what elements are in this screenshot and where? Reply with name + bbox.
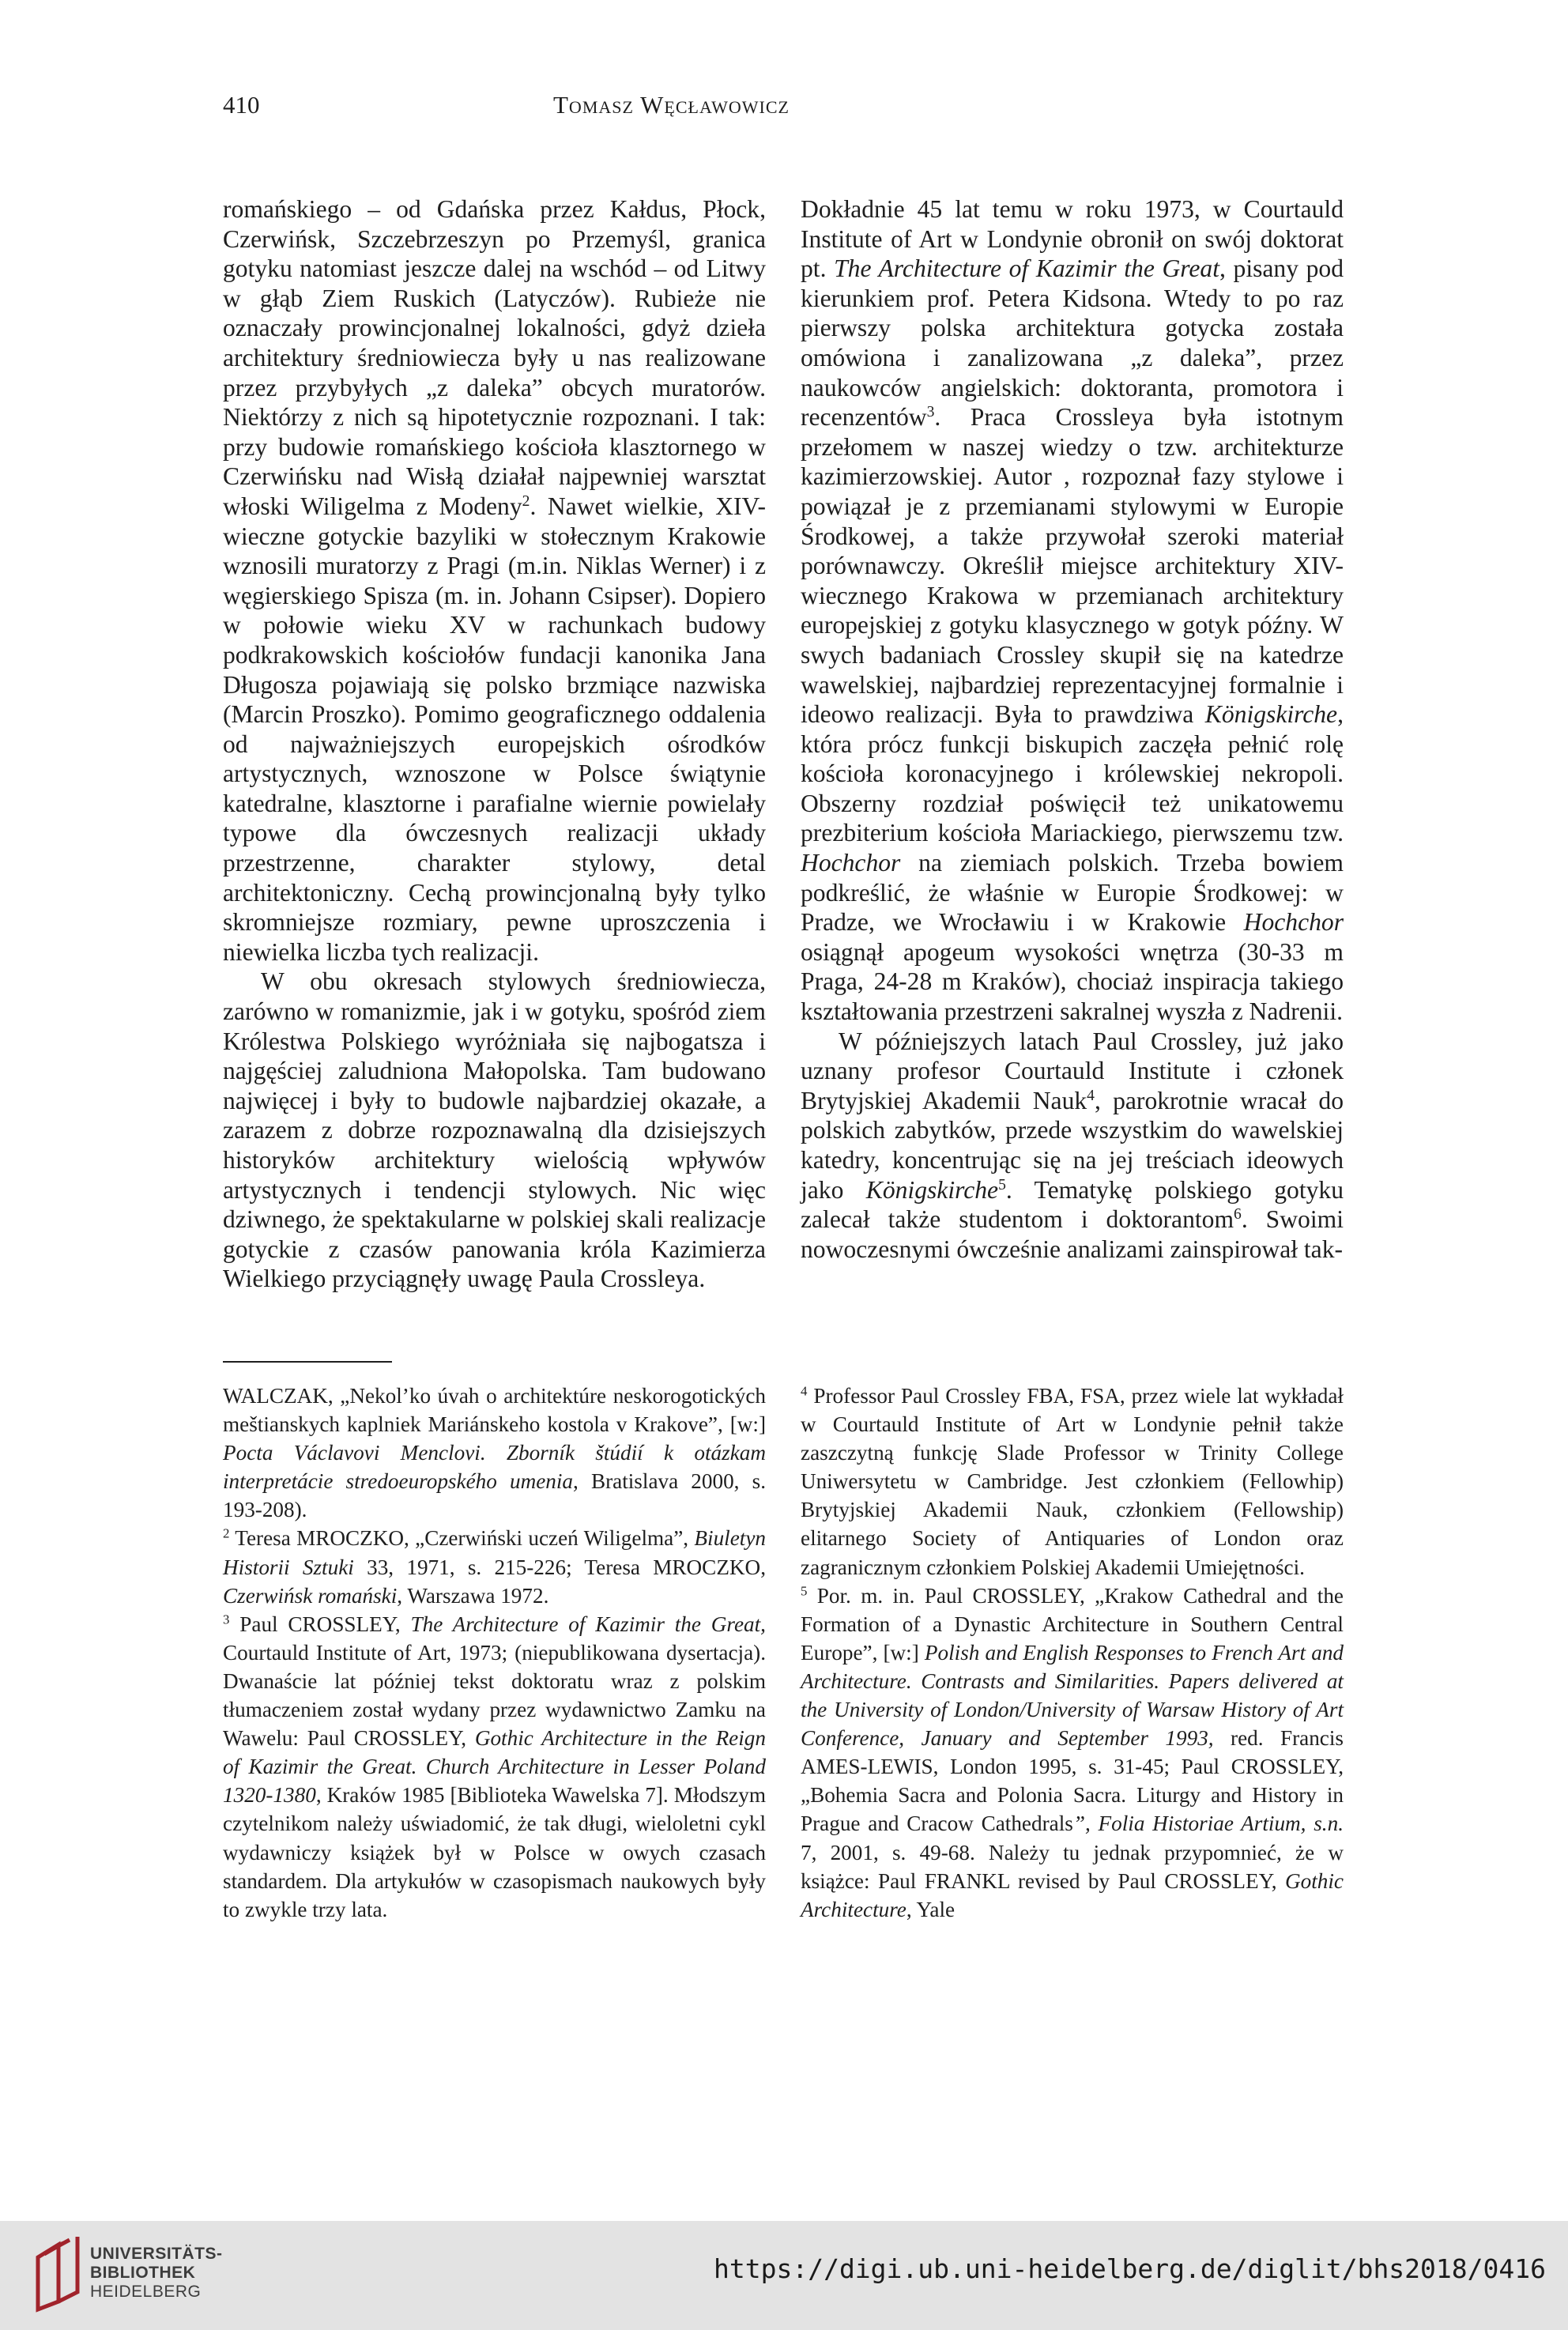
body-text: , która prócz funkcji biskupich zaczęła pełnić rolę kościoła koronacyjnego i królewskiej nekropoli. Obszerny rozdział poświęcił też unikatowemu prezbiterium kościoła Mariackiego, pierwszemu tzw. — [801, 700, 1344, 847]
dissertation-title: The Architecture of Kazimir the Great — [834, 254, 1220, 283]
source-url-link[interactable]: https://digi.ub.uni-heidelberg.de/diglit/bhs2018/0416 — [714, 2253, 1546, 2284]
body-paragraph — [801, 194, 1344, 1027]
footnote-title: Czerwińsk romański — [223, 1583, 398, 1608]
footnote-text: WALCZAK, „Nekol’ko úvah o architektúre neskorogotických meštianskych kaplniek Mariánskeho kostola v Krakove”, [w:] — [223, 1384, 766, 1437]
footnote-title: ”, Folia Historiae Artium, s.n. — [1072, 1812, 1344, 1836]
footnote-title: Polish and English Responses to French Art and Architecture. Contrasts and Similarities. Papers delivered at the University of London/University of Warsaw History of Art Conference, January and September 1993, — [801, 1640, 1344, 1751]
body-paragraph — [223, 194, 766, 967]
footnote-text: 33, 1971, s. 215-226; Teresa MROCZKO, — [353, 1555, 766, 1579]
body-text: . Tematykę polskiego gotyku zalecał także studentom i doktorantom — [801, 1175, 1344, 1234]
footnote-title: Biuletyn Historii Sztuki — [223, 1526, 766, 1579]
footnote-ref: 6 — [1234, 1206, 1242, 1223]
footnote-text: , Yale — [906, 1897, 956, 1921]
body-text: na ziemiach polskich. Trzeba bowiem podkreślić, że właśnie w Europie Środkowej: w Pradze, we Wrocławiu i w Krakowie — [801, 849, 1344, 937]
footnote-text: , Bratislava 2000, s. 193-208). — [223, 1469, 766, 1522]
library-name — [90, 2245, 223, 2302]
footnote-ref: 4 — [1087, 1088, 1095, 1105]
footnote-title: Pocta Václavovi Menclovi. Zborník štúdií k otázkam interpretácie stredoeuropského umenia — [223, 1441, 766, 1494]
running-head: Tomasz Węcławowicz — [553, 91, 790, 119]
footnote-2 — [223, 1524, 766, 1609]
body-paragraph — [223, 967, 766, 1294]
body-text: . Nawet wielkie, XIV-wieczne gotyckie bazyliki w stołecznym Krakowie wznosili muratorzy z Pragi (m.in. Niklas Werner) i z węgierskiego Spisza (m. in. Johann Csipser). Dopiero w połowie wieku XV w rachunkach budowy podkrakowskich kościołów fundacji kanonika Jana Długosza pojawiają się polsko brzmiące nazwiska (Marcin Proszko). Pomimo geograficznego oddalenia od najważniejszych europejskich ośrodków artystycznych, wznoszone w Polsce świątynie katedralne, klasztorne i parafialne wiernie powielały typowe dla ówczesnych realizacji układy przestrzenne, charakter stylowy, detal architektoniczny. Cechą prowincjonalną były tylko skromniejsze rozmiary, pewne uproszczenia i niewielka liczba tych realizacji. — [223, 492, 766, 966]
footnote-text: Teresa MROCZKO, „Czerwiński uczeń Wiligelma”, — [229, 1526, 695, 1551]
page-number: 410 — [223, 91, 260, 119]
body-text: W obu okresach stylowych średniowiecza, zarówno w romanizmie, jak i w gotyku, spośród ziem Królestwa Polskiego wyróżniała się najbogatsza i najgęściej zaludniona Małopolska. Tam budowano najwięcej i były to budowle najbardziej okazałe, a zarazem z dobrze rozpoznawalną dla dzisiejszych historyków architektury wielością wpływów artystycznych i tendencji stylowych. Nic więc dziwnego, że spektakularne w polskiej skali realizacje gotyckie z czasów panowania króla Kazimierza Wielkiego przyciągnęły uwagę Paula Crossleya. — [223, 967, 766, 1293]
body-text: . Swoimi nowoczesnymi ówcześnie analizami zainspirował tak- — [801, 1205, 1344, 1263]
footnote-text: Por. m. in. Paul CROSSLEY, „Krakow Cathedral and the Formation of a Dynastic Architecture in Southern Central Europe”, [w:] — [801, 1583, 1344, 1665]
footnote-number: 4 — [801, 1383, 808, 1399]
italic-term: Hochchor — [801, 849, 901, 877]
library-name-line: HEIDELBERG — [90, 2283, 202, 2301]
footnotes-column-left — [223, 1382, 766, 1924]
footnote-text: , Kraków 1985 [Biblioteka Wawelska 7]. Młodszym czytelnikom należy uświadomić, że tak długi, wieloletni cykl wydawniczy książek był w Polsce w owych czasach standardem. Dla artykułów w czasopismach naukowych były to zwykle trzy lata. — [223, 1783, 766, 1921]
footnote-3 — [223, 1610, 766, 1924]
italic-term: Hochchor — [1243, 908, 1344, 937]
library-logo-icon — [32, 2234, 84, 2313]
body-column-right — [801, 194, 1344, 1264]
footnote-ref: 3 — [926, 404, 935, 421]
body-paragraph — [801, 1027, 1344, 1265]
footnote-separator — [223, 1361, 392, 1363]
body-text: romańskiego – od Gdańska przez Kałdus, Płock, Czerwińsk, Szczebrzeszyn po Przemyśl, granica gotyku natomiast jeszcze dalej na wschód – od Litwy w głąb Ziem Ruskich (Latyczów). Rubieże nie oznaczały prowincjonalnej lokalności, gdyż dzieła architektury średniowiecza były u nas realizowane przez przybyłych „z daleka” obcych muratorów. Niektórzy z nich są hipotetycznie rozpoznani. I tak: przy budowie romańskiego kościoła klasztornego w Czerwińsku nad Wisłą działał najpewniej warsztat włoski Wiligelma z Modeny — [223, 195, 766, 520]
footnote-text: red. Francis AMES-LEWIS, London 1995, s. 31-45; Paul CROSSLEY, „Bohemia Sacra and Polonia Sacra. Liturgy and History in Prague and Cracow Cathedrals — [801, 1726, 1344, 1836]
footnote-title: Gothic Architecture — [801, 1868, 1344, 1921]
italic-term: Königskirche — [1204, 700, 1338, 729]
footnotes-column-right — [801, 1382, 1344, 1924]
body-text: , parokrotnie wracał do polskich zabytków, przede wszystkim do wawelskiej katedry, koncentrując się na jej treściach ideowych jako — [801, 1086, 1344, 1204]
footnote-continuation — [223, 1382, 766, 1524]
body-text: osiągnął apogeum wysokości wnętrza (30-33 m Praga, 24-28 m Kraków), chociaż inspiracja takiego kształtowania przestrzeni sakralnej wyszła z Nadrenii. — [801, 937, 1344, 1026]
footnote-5 — [801, 1582, 1344, 1924]
italic-term: Königskirche — [865, 1175, 999, 1204]
footnote-title: The Architecture of Kazimir the Great, — [410, 1612, 766, 1636]
body-column-left — [223, 194, 766, 1294]
footnote-text: Courtauld Institute of Art, 1973; (niepublikowana dysertacja). Dwanaście lat później tekst doktoratu wraz z polskim tłumaczeniem został wydany przez wydawnictwo Zamku na Wawelu: Paul CROSSLEY, — [223, 1640, 766, 1751]
footnote-number: 5 — [801, 1583, 808, 1599]
footnote-ref: 5 — [998, 1176, 1006, 1193]
footnote-number: 3 — [223, 1612, 230, 1627]
footnote-text: , Warszawa 1972. — [397, 1583, 549, 1608]
footnote-4 — [801, 1382, 1344, 1582]
footnote-text: 7, 2001, s. 49-68. Należy tu jednak przypomnieć, że w książce: Paul FRANKL revised by Paul CROSSLEY, — [801, 1840, 1344, 1893]
body-text: . Praca Crossleya była istotnym przełomem w naszej wiedzy o tzw. architekturze kazimierzowskiej. Autor , rozpoznał fazy stylowe i powiązał je z przemianami stylowymi w Europie Środkowej, a także przywołał szeroki materiał porównawczy. Określił miejsce architektury XIV-wiecznego Krakowa w przemianach architektury europejskiej z gotyku klasycznego w gotyk późny. W swych badaniach Crossley skupił się na katedrze wawelskiej, najbardziej reprezentacyjnej formalnie i ideowo realizacji. Była to prawdziwa — [801, 403, 1344, 729]
footnote-text: Paul CROSSLEY, — [229, 1612, 411, 1636]
library-name-line: UNIVERSITÄTS- — [90, 2245, 223, 2263]
body-text: W późniejszych latach Paul Crossley, już jako uznany profesor Courtauld Institute i członek Brytyjskiej Akademii Nauk — [801, 1027, 1344, 1114]
library-name-line: BIBLIOTHEK — [90, 2264, 196, 2282]
footnote-number: 2 — [223, 1526, 230, 1542]
footnote-text: Professor Paul Crossley FBA, FSA, przez wiele lat wykładał w Courtauld Institute of Art w Londynie pełnił także zaszczytną funkcję Slade Professor w Trinity College Uniwersytetu w Cambridge. Jest członkiem (Fellowhip) Brytyjskiej Akademii Nauk, członkiem (Fellowship) elitarnego Society of Antiquaries of London oraz zagranicznym członkiem Polskiej Akademii Umiejętności. — [801, 1384, 1344, 1579]
body-text: Dokładnie 45 lat temu w roku 1973, w Courtauld Institute of Art w Londynie obronił on swój doktorat pt. — [801, 195, 1344, 283]
body-text: , pisany pod kierunkiem prof. Petera Kidsona. Wtedy to po raz pierwszy polska architektura gotycka została omówiona i zanalizowana „z daleka”, przez naukowców angielskich: doktoranta, promotora i recenzentów — [801, 254, 1344, 432]
footnote-ref: 2 — [522, 493, 530, 511]
footnote-title: Gothic Architecture in the Reign of Kazimir the Great. Church Architecture in Lesser Poland 1320-1380 — [223, 1726, 766, 1808]
